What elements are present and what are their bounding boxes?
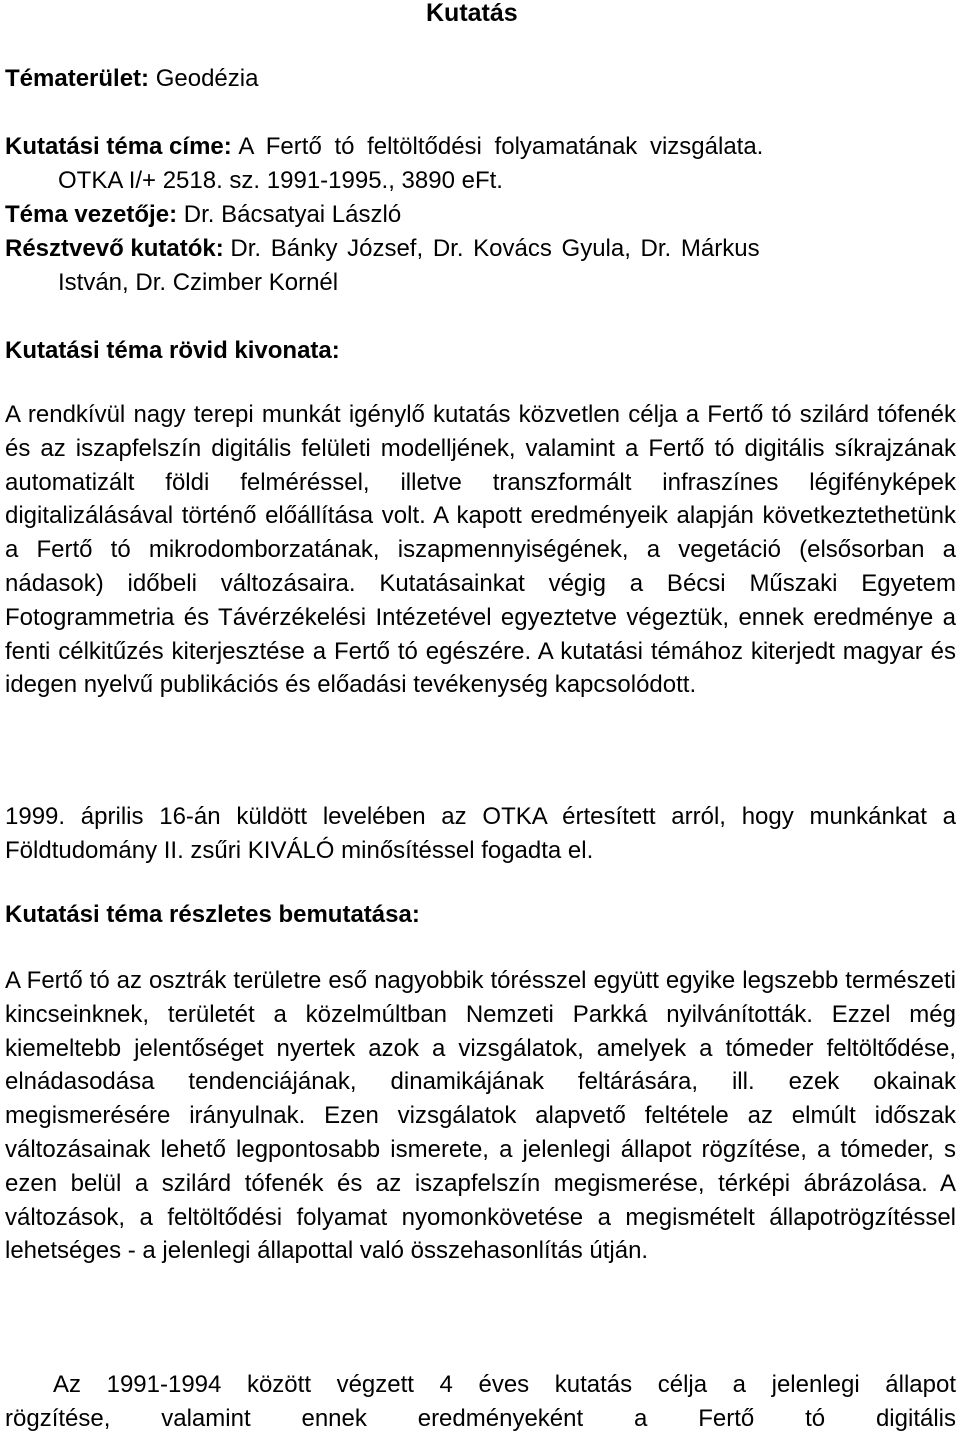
document-title: Kutatás [426,0,518,27]
research-title-continuation: OTKA I/+ 2518. sz. 1991-1995., 3890 eFt. [58,167,503,194]
detail-paragraph-1: A Fertő tó az osztrák területre eső nagyobbik tórésszel együtt egyike legszebb természeti kincseinknek, területét a közelmúltban Nemzeti Parkká nyilvánították. Ezzel még kiemeltebb jelentőséget nyertek azok a vizsgálatok, amelyek a tómeder feltöltődése, elnádasodása tendenciájának, dinamikájának feltárására, ill. ezek okainak megismerésére irányulnak. Ezen vizsgálatok alapvető feltétele az elmúlt időszak változásainak lehető legpontosabb ismerete, a jelenlegi állapot rögzítése, a tómeder, s ezen belül a szilárd tófenék és az iszapfelszín megismerése, térképi ábrázolása. A változások, a feltöltődési folyamat nyomonkövetése a megismételt állapotrögzítéssel lehetséges - a jelenlegi állapottal való összehasonlítás útján. [5,967,956,1265]
detail-paragraph-2-line-2: rögzítése, valamint ennek eredményeként a Fertő tó digitális [5,1405,956,1432]
participants-label: Résztvevő kutatók: [5,235,224,262]
detail-paragraph-2-line-1: Az 1991-1994 között végzett 4 éves kutatás célja a jelenlegi állapot [53,1371,956,1398]
topic-label: Tématerület: [5,65,150,92]
participants-continuation: István, Dr. Czimber Kornél [58,269,339,296]
detail-heading: Kutatási téma részletes bemutatása: [5,901,420,928]
leader-label: Téma vezetője: [5,201,178,228]
topic-line [5,64,258,94]
research-title-line [5,132,763,162]
summary-note: 1999. április 16-án küldött levelében az OTKA értesített arról, hogy munkánkat a Földtudomány II. zsűri KIVÁLÓ minősítéssel fogadta el. [5,803,956,864]
summary-paragraph: A rendkívül nagy terepi munkát igénylő kutatás közvetlen célja a Fertő tó szilárd tófenék és az iszapfelszín digitális felületi modelljének, valamint a Fertő tó digitális síkrajzának automatizált földi felméréssel, illetve transzformált infraszínes légifényképek digitalizálásával történő előállítása volt. A kapott eredményeik alapján következtethetünk a Fertő tó mikrodomborzatának, iszapmennyiségének, a vegetáció (elsősorban a nádasok) időbeli változásaira. Kutatásainkat végig a Bécsi Műszaki Egyetem Fotogrammetria és Távérzékelési Intézetével egyeztetve végeztük, ennek eredménye a fenti célkitűzés kiterjesztése a Fertő tó egészére. A kutatási témához kiterjedt magyar és idegen nyelvű publikációs és előadási tevékenység kapcsolódott. [5,401,956,699]
participants-value-1: Dr. Bánky József, Dr. Kovács Gyula, Dr. Márkus [230,235,760,262]
research-title-label: Kutatási téma címe: [5,133,232,160]
topic-value: Geodézia [155,65,259,92]
summary-heading: Kutatási téma rövid kivonata: [5,337,340,364]
leader-line [5,200,401,230]
research-title-value: A Fertő tó feltöltődési folyamatának vizsgálata. [238,133,764,160]
leader-value: Dr. Bácsatyai László [183,201,402,228]
participants-line [5,234,760,264]
